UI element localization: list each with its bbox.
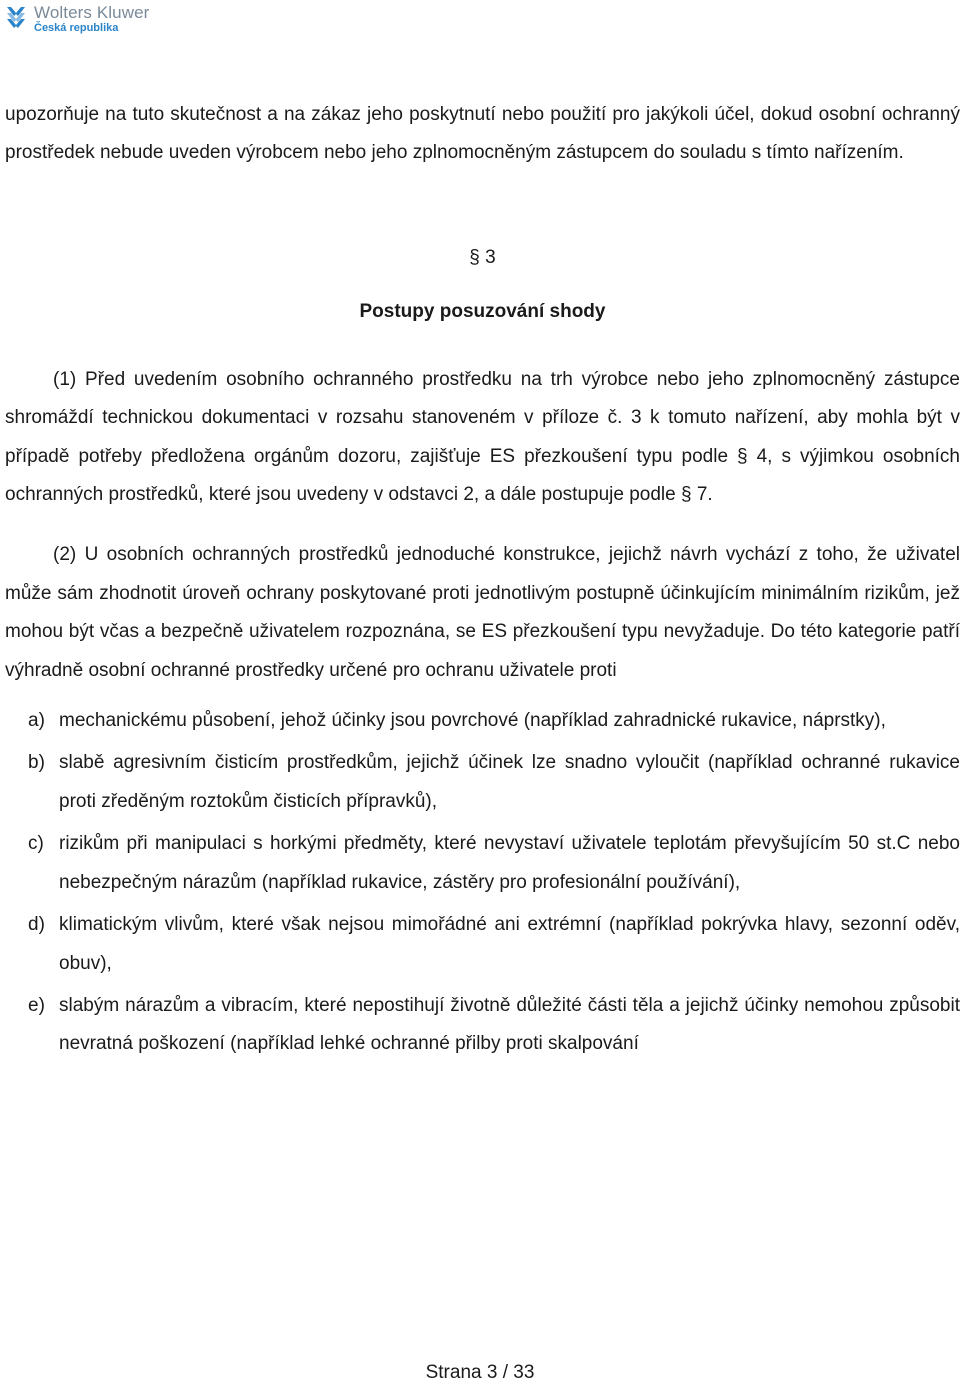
page-number: Strana 3 / 33 (425, 1362, 535, 1383)
paragraph-2: (2) U osobních ochranných prostředků jednoduché konstrukce, jejichž návrh vychází z toho, že uživatel může sám zhodnotit úroveň ochrany poskytované proti jednotlivým postupně účinkujícím minimálním rizikům, jež mohou být včas a bezpečně uživatelem rozpoznána, se ES přezkoušení typu nevyžaduje. Do této kategorie patří výhradně osobní ochranné prostředky určené pro ochranu uživatele proti (5, 544, 960, 681)
list-marker: b) (28, 752, 45, 774)
document-body (5, 96, 960, 1068)
list-item-text: mechanickému působení, jehož účinky jsou povrchové (například zahradnické rukavice, náprstky), (59, 710, 886, 732)
paragraph-1: (1) Před uvedením osobního ochranného prostředku na trh výrobce nebo jeho zplnomocněný zástupce shromáždí technickou dokumentaci v rozsahu stanoveném v příloze č. 3 k tomuto nařízení, aby mohla být v případě potřeby předložena orgánům dozoru, zajišťuje ES přezkoušení typu podle § 4, s výjimkou osobních ochranných prostředků, které jsou uvedeny v odstavci 2, a dále postupuje podle § 7. (5, 368, 960, 506)
list-item-text: slabě agresivním čisticím prostředkům, jejichž účinek lze snadno vyloučit (například ochranné rukavice proti zředěným roztokům čisticích přípravků), (59, 752, 960, 812)
wolters-kluwer-logo-icon (3, 3, 29, 33)
list-item-text: klimatickým vlivům, které však nejsou mimořádné ani extrémní (například pokrývka hlavy, sezonní oděv, obuv), (59, 914, 960, 974)
list-item-text: rizikům při manipulaci s horkými předměty, které nevystaví uživatele teplotám převyšujícím 50 st.C nebo nebezpečným nárazům (například rukavice, zástěry pro profesionální používání), (59, 833, 960, 893)
item-list (5, 702, 960, 1064)
list-item (5, 744, 960, 821)
list-marker: c) (28, 833, 44, 855)
list-item (5, 906, 960, 983)
section-number: § 3 (469, 246, 496, 268)
list-marker: a) (28, 710, 45, 732)
list-marker: e) (28, 994, 45, 1016)
list-item-text: slabým nárazům a vibracím, které nepostihují životně důležité části těla a jejichž účinky nemohou způsobit nevratná poškození (například lehké ochranné přilby proti skalpování (59, 994, 960, 1055)
intro-paragraph: upozorňuje na tuto skutečnost a na zákaz jeho poskytnutí nebo použití pro jakýkoli účel, dokud osobní ochranný prostředek nebude uveden výrobcem nebo jeho zplnomocněným zástupcem do souladu s tímto nařízením. (5, 104, 960, 164)
brand-country: Česká republika (34, 22, 119, 34)
section-title: Postupy posuzování shody (359, 300, 606, 322)
list-item (5, 825, 960, 902)
list-item (5, 702, 960, 740)
header-logo (3, 3, 149, 37)
list-marker: d) (28, 914, 45, 936)
brand-name: Wolters Kluwer (34, 3, 150, 22)
list-item (5, 987, 960, 1064)
